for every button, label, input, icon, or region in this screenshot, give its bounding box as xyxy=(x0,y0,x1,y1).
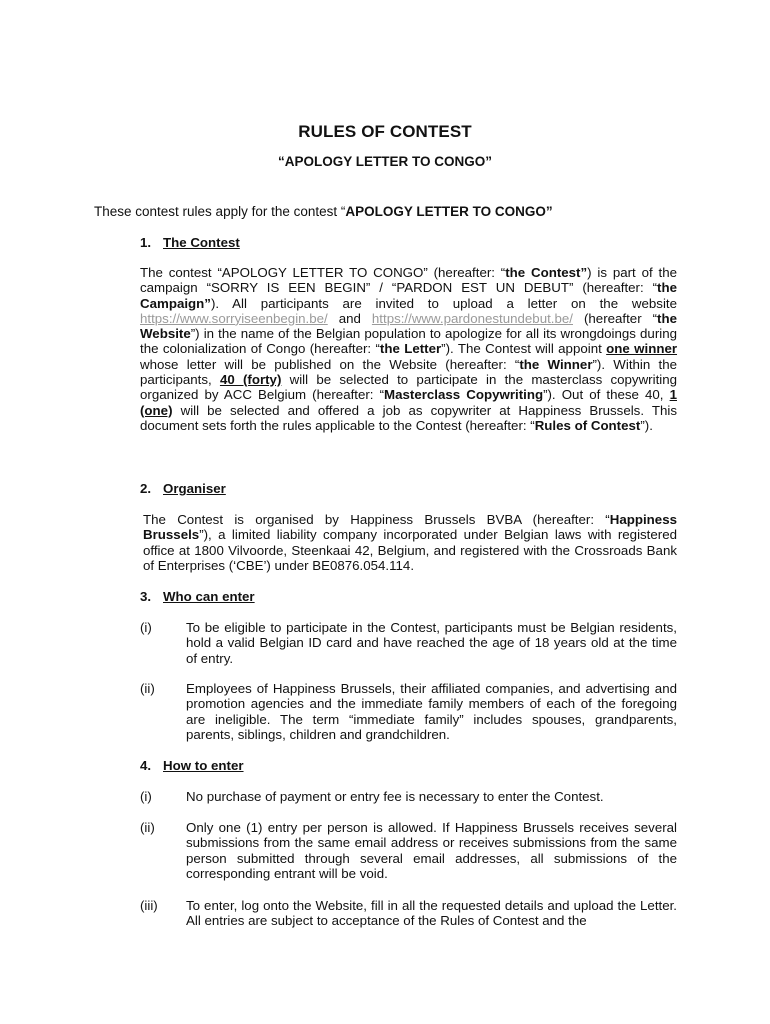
document-subtitle: “APOLOGY LETTER TO CONGO” xyxy=(277,154,493,169)
section-paragraph-contest: The contest “APOLOGY LETTER TO CONGO” (hereafter: “the Contest”) is part of the campaign “SORRY IS EEN BEGIN” / “PARDON EST UN DEBUT” (hereafter: “the Campaign”). All participants are invited to upload a letter on the website https://www.sorryiseenbegin.be/ and https://www.pardonestundebut.be/ (hereafter “the Website”) in the name of the Belgian population to apologize for all its wrongdoings during the colonialization of Congo (hereafter: “the Letter”). The Contest will appoint one winner whose letter will be published on the Website (hereafter: “the Winner”). Within the participants, 40 (forty) will be selected to participate in the masterclass copywriting organized by ACC Belgium (hereafter: “Masterclass Copywriting”). Out of these 40, 1 (one) will be selected and offered a job as copywriter at Happiness Brussels. This document sets forth the rules applicable to the Contest (hereafter: “Rules of Contest”). xyxy=(140,265,678,433)
section-number: 3. xyxy=(140,589,152,604)
section-number: 4. xyxy=(140,758,152,773)
list-item-number: (ii) xyxy=(140,681,155,696)
section-title: The Contest xyxy=(163,235,240,250)
intro-text: These contest rules apply for the contest “ xyxy=(94,204,346,219)
section-paragraph-organiser: The Contest is organised by Happiness Brussels BVBA (hereafter: “Happiness Brussels”), a limited liability company incorporated under Belgian laws with registered office at 1800 Vilvoorde, Steenkaai 42, Belgium, and registered with the Crossroads Bank of Enterprises (‘CBE’) under BE0876.054.114. xyxy=(143,512,677,573)
website-link-pardon[interactable]: https://www.pardonestundebut.be/ xyxy=(371,310,573,326)
list-item-text: No purchase of payment or entry fee is necessary to enter the Contest. xyxy=(186,789,604,804)
section-heading-who-can-enter xyxy=(140,589,255,604)
section-title: Organiser xyxy=(163,481,226,496)
section-number: 1. xyxy=(140,235,152,250)
list-item-text: To be eligible to participate in the Contest, participants must be Belgian residents, hold a valid Belgian ID card and have reached the age of 18 years old at the time of entry. xyxy=(186,620,677,666)
section-number: 2. xyxy=(140,481,152,496)
section-heading-organiser xyxy=(140,481,226,496)
website-link-sorry[interactable]: https://www.sorryiseenbegin.be/ xyxy=(140,310,328,326)
list-item-text: Employees of Happiness Brussels, their affiliated companies, and advertising and promotion agencies and the immediate family members of each of the foregoing are ineligible. The term “immediate family” includes spouses, grandparents, parents, siblings, children and grandchildren. xyxy=(186,681,677,742)
list-item-number: (i) xyxy=(140,620,152,635)
intro-contest-name: APOLOGY LETTER TO CONGO” xyxy=(345,204,553,219)
intro-line xyxy=(94,204,553,219)
list-item-number: (iii) xyxy=(140,898,158,913)
section-title: How to enter xyxy=(163,758,244,773)
section-title: Who can enter xyxy=(163,589,255,604)
section-heading-contest xyxy=(140,235,240,250)
section-heading-how-to-enter xyxy=(140,758,244,773)
list-item-text: To enter, log onto the Website, fill in all the requested details and upload the Letter. All entries are subject to acceptance of the Rules of Contest and the xyxy=(186,898,677,929)
list-item-number: (i) xyxy=(140,789,152,804)
list-item-text: Only one (1) entry per person is allowed. If Happiness Brussels receives several submissions from the same email address or receives submissions from the same person submitted through several email addresses, all submissions of the corresponding entrant will be void. xyxy=(186,820,677,881)
list-item-number: (ii) xyxy=(140,820,155,835)
document-title: RULES OF CONTEST xyxy=(298,122,472,141)
